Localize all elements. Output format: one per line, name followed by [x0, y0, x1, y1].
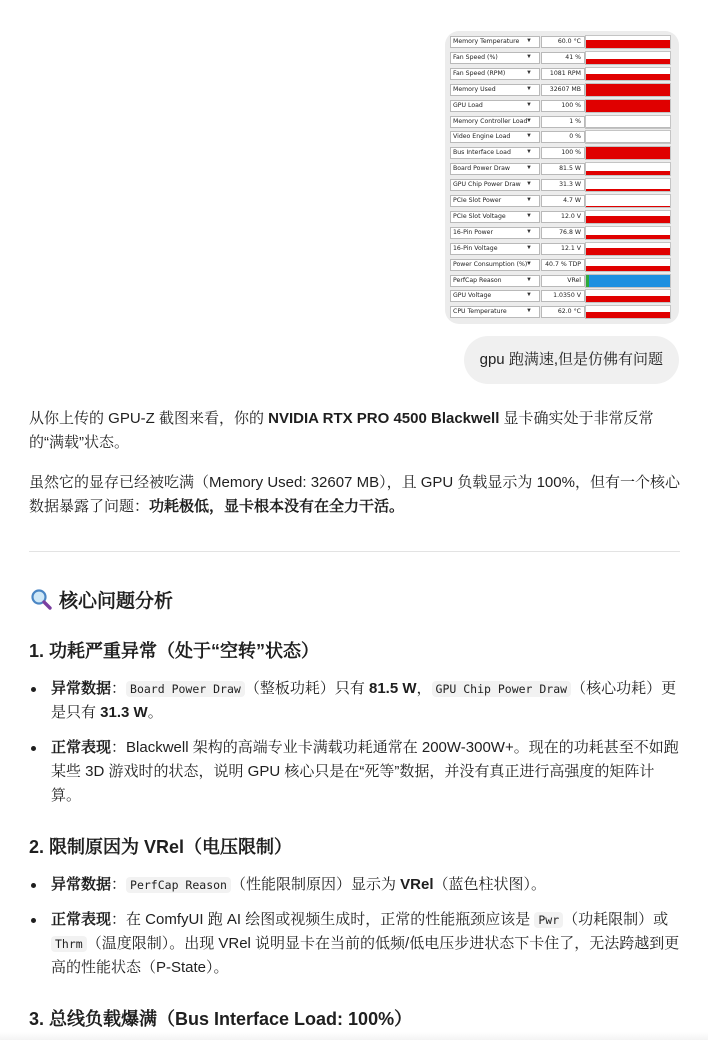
sensor-name: Memory Used — [450, 84, 540, 96]
sensor-graph-fill — [586, 59, 670, 64]
sensor-value: 31.3 W — [541, 179, 585, 191]
dropdown-arrow-icon: ▼ — [526, 53, 532, 60]
sensor-value: 32607 MB — [541, 84, 585, 96]
heading-power-anomaly: 1. 功耗严重异常（处于“空转”状态） — [29, 641, 320, 661]
sensor-graph-fill — [586, 127, 670, 128]
sensor-row — [445, 161, 679, 177]
sensor-value: 1 % — [541, 116, 585, 128]
dropdown-arrow-icon: ▼ — [526, 212, 532, 219]
sensor-graph-fill — [586, 216, 670, 223]
sensor-graph — [585, 210, 671, 224]
heading-bus-load: 3. 总线负载爆满（Bus Interface Load: 100%） — [29, 1009, 413, 1029]
perfcap-start-tick — [586, 275, 589, 287]
user-message-bubble: gpu 跑满速,但是仿佛有问题 — [464, 336, 679, 384]
sensor-value: 100 % — [541, 147, 585, 159]
dropdown-arrow-icon: ▼ — [526, 228, 532, 235]
sensor-name: Bus Interface Load — [450, 147, 540, 159]
sensor-graph — [585, 226, 671, 240]
sensor-graph — [585, 178, 671, 192]
dropdown-arrow-icon: ▼ — [526, 181, 532, 188]
sensor-row — [445, 288, 679, 304]
sensor-row — [445, 114, 679, 130]
sensor-name: PCIe Slot Voltage — [450, 211, 540, 223]
sensor-row — [445, 145, 679, 161]
sensor-graph-fill — [586, 266, 670, 270]
sensor-row — [445, 98, 679, 114]
sensor-row — [445, 257, 679, 273]
bullet-dot — [31, 918, 36, 923]
sensor-row — [445, 273, 679, 289]
sensor-graph — [585, 99, 671, 113]
sensor-graph — [585, 274, 671, 288]
sensor-graph — [585, 305, 671, 319]
sensor-graph-fill — [586, 40, 670, 48]
dropdown-arrow-icon: ▼ — [526, 38, 532, 44]
sensor-name: Fan Speed (RPM) — [450, 68, 540, 80]
sensor-graph-fill — [586, 142, 670, 143]
heading-vrel-limit: 2. 限制原因为 VRel（电压限制） — [29, 837, 293, 857]
dropdown-arrow-icon: ▼ — [526, 244, 532, 251]
sensor-name: Memory Controller Load — [450, 116, 540, 128]
sensor-graph-fill — [586, 235, 670, 239]
answer-paragraph-2: 虽然它的显存已经被吃满（Memory Used: 32607 MB），且 GPU 负载显示为 100%，但有一个核心数据暴露了问题：功耗极低，显卡根本没有在全力干活。 — [29, 474, 680, 515]
sensor-graph-fill — [586, 248, 670, 255]
sensor-row — [445, 304, 679, 320]
sensor-graph-fill — [586, 312, 670, 318]
section-heading: 核心问题分析 — [29, 587, 173, 615]
sensor-name: CPU Temperature — [450, 306, 540, 318]
bullet-dot — [31, 746, 36, 751]
sensor-graph — [585, 194, 671, 208]
dropdown-arrow-icon: ▼ — [526, 260, 532, 267]
sensor-name: PerfCap Reason — [450, 275, 540, 287]
sensor-value: 4.7 W — [541, 195, 585, 207]
sensor-graph-fill — [586, 275, 670, 287]
sensor-row — [445, 241, 679, 257]
sensor-name: Power Consumption (%) — [450, 259, 540, 271]
dropdown-arrow-icon: ▼ — [526, 165, 532, 172]
dropdown-arrow-icon: ▼ — [526, 197, 532, 203]
dropdown-arrow-icon: ▼ — [526, 85, 532, 92]
magnifier-icon — [29, 587, 53, 611]
sensor-row — [445, 225, 679, 241]
sensor-row — [445, 66, 679, 82]
sensor-value: 41 % — [541, 52, 585, 64]
dropdown-arrow-icon: ▼ — [526, 101, 532, 108]
bullet-dot — [31, 883, 36, 888]
sensor-name: Fan Speed (%) — [450, 52, 540, 64]
sensor-name: Memory Temperature — [450, 36, 540, 48]
sensor-graph-fill — [586, 206, 670, 207]
sensor-name: PCIe Slot Power — [450, 195, 540, 207]
sensor-graph — [585, 289, 671, 303]
sensor-value: 76.8 W — [541, 227, 585, 239]
sensor-graph — [585, 242, 671, 256]
dropdown-arrow-icon: ▼ — [526, 308, 532, 315]
dropdown-arrow-icon: ▼ — [526, 149, 532, 156]
sensor-value: 1081 RPM — [541, 68, 585, 80]
sensor-row — [445, 129, 679, 145]
sensor-value: 40.7 % TDP — [541, 259, 585, 271]
bullet-normal-1: 正常表现：Blackwell 架构的高端专业卡满载功耗通常在 200W-300W+。现在的功耗甚至不如跑某些 3D 游戏时的状态，说明 GPU 核心只是在“死等”数据，并没有真正进行高强度的矩阵计算。 — [51, 739, 679, 804]
sensor-graph-fill — [586, 74, 670, 79]
sensor-value: VRel — [541, 275, 585, 287]
bullet-dot — [31, 687, 36, 692]
sensor-graph — [585, 83, 671, 97]
sensor-graph — [585, 162, 671, 176]
sensor-graph-fill — [586, 189, 670, 191]
sensor-row — [445, 177, 679, 193]
sensor-name: Video Engine Load — [450, 131, 540, 143]
sensor-value: 60.0 °C — [541, 36, 585, 48]
sensor-row — [445, 82, 679, 98]
sensor-value: 100 % — [541, 100, 585, 112]
sensor-graph — [585, 51, 671, 65]
sensor-value: 0 % — [541, 131, 585, 143]
sensor-name: 16-Pin Power — [450, 227, 540, 239]
sensor-name: Board Power Draw — [450, 163, 540, 175]
sensor-graph-fill — [586, 147, 670, 159]
dropdown-arrow-icon: ▼ — [526, 117, 532, 124]
sensor-graph — [585, 258, 671, 272]
bottom-fade — [0, 1032, 708, 1040]
dropdown-arrow-icon: ▼ — [526, 69, 532, 76]
sensor-graph — [585, 35, 671, 49]
divider — [29, 551, 680, 552]
dropdown-arrow-icon: ▼ — [526, 133, 532, 140]
sensor-graph-fill — [586, 171, 670, 175]
sensor-name: GPU Load — [450, 100, 540, 112]
sensor-value: 1.0350 V — [541, 290, 585, 302]
sensor-value: 12.1 V — [541, 243, 585, 255]
sensor-graph — [585, 130, 671, 144]
sensor-graph — [585, 67, 671, 81]
bullet-abnormal-data-1: 异常数据： Board Power Draw （整板功耗）只有 81.5 W， GPU Chip Power Draw （核心功耗）更是只有 31.3 W。 — [51, 680, 677, 721]
bullet-abnormal-data-2: 异常数据： PerfCap Reason （性能限制原因）显示为 VRel（蓝色柱状图）。 — [51, 876, 547, 893]
sensor-name: GPU Voltage — [450, 290, 540, 302]
sensor-row — [445, 50, 679, 66]
sensor-graph — [585, 115, 671, 129]
sensor-graph-fill — [586, 84, 670, 96]
sensor-row — [445, 193, 679, 209]
bullet-normal-2: 正常表现：在 ComfyUI 跑 AI 绘图或视频生成时，正常的性能瓶颈应该是 Pwr （功耗限制）或 Thrm （温度限制）。出现 VRel 说明显卡在当前的低频/低电压步进状态下卡住了，无法跨越到更高的性能状态（P-State）。 — [51, 911, 680, 976]
sensor-name: 16-Pin Voltage — [450, 243, 540, 255]
sensor-name: GPU Chip Power Draw — [450, 179, 540, 191]
sensor-graph-fill — [586, 100, 670, 112]
sensor-graph — [585, 146, 671, 160]
gpuz-screenshot-image[interactable] — [445, 31, 679, 324]
answer-paragraph-1: 从你上传的 GPU-Z 截图来看，你的 NVIDIA RTX PRO 4500 Blackwell 显卡确实处于非常反常的“满载”状态。 — [29, 410, 654, 451]
sensor-value: 12.0 V — [541, 211, 585, 223]
sensor-value: 62.0 °C — [541, 306, 585, 318]
dropdown-arrow-icon: ▼ — [526, 276, 532, 283]
sensor-row — [445, 209, 679, 225]
dropdown-arrow-icon: ▼ — [526, 292, 532, 299]
sensor-row — [445, 34, 679, 50]
sensor-graph-fill — [586, 296, 670, 303]
sensor-value: 81.5 W — [541, 163, 585, 175]
